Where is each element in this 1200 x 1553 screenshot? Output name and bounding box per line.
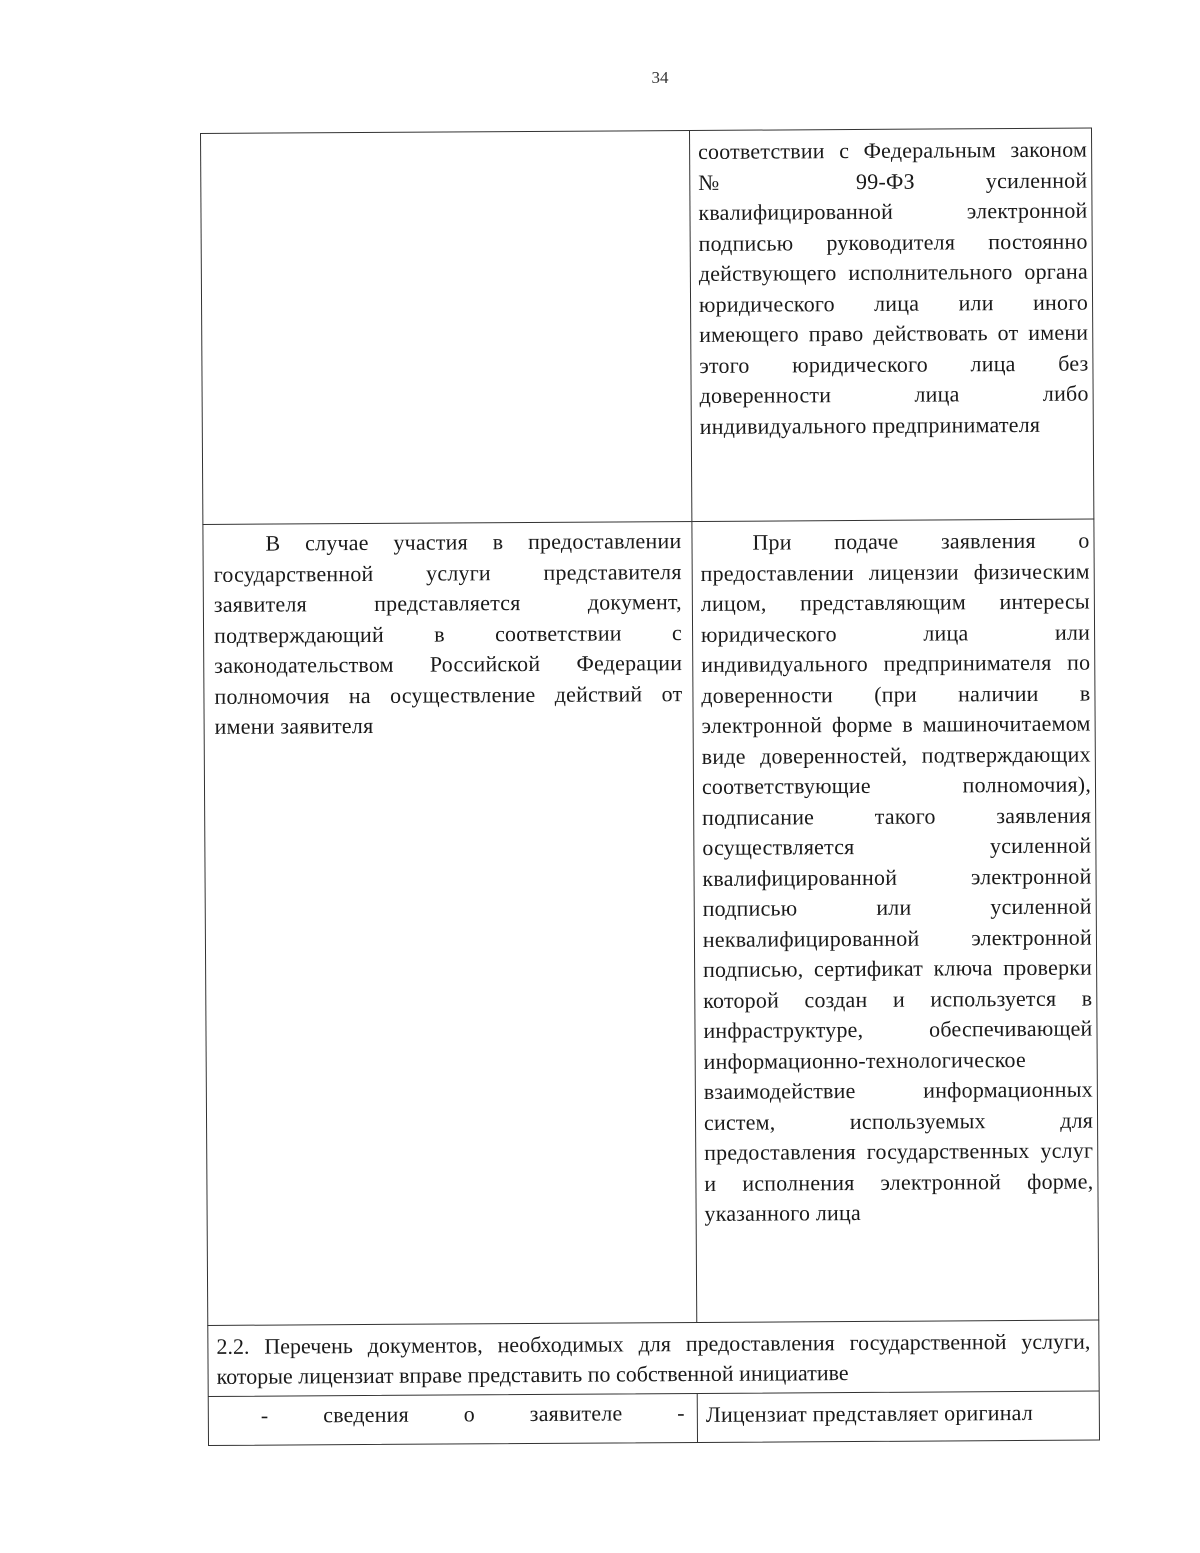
- section-heading: 2.2. Перечень документов, необходимых для предоставления государственной услуги, которые лицензиат вправе представить по собственной инициативе: [216, 1328, 1091, 1389]
- table-row: [208, 1391, 1100, 1446]
- table-row: [202, 519, 1099, 1325]
- document-table: [200, 128, 1100, 1446]
- page-number: 34: [651, 68, 669, 87]
- table-cell-left: - сведения о заявителе -: [209, 1394, 698, 1445]
- table-cell-right: При подаче заявления о предоставлении лицензии физическим лицом, представляющим интересы юридического лица или индивидуального предпринимателя по доверенности (при наличии в электронной форме в машиночитаемом виде доверенностей, подтверждающих соответствующие полномочия), подписание такого заявления осуществляется усиленной квалифицированной электронной подписью или усиленной неквалифицированной электронной подписью, сертификат ключа проверки которой создан и используется в инфраструктуре, обеспечивающей информационно-технологическое взаимодействие информационных систем, используемых для предоставления государственных услуг и исполнения электронной форме, указанного лица: [700, 527, 1094, 1226]
- table-cell-left: [201, 131, 692, 524]
- table-cell-right: Лицензиат представляет оригинал: [705, 1399, 1034, 1427]
- section-heading-row: [207, 1320, 1099, 1396]
- table-cell-left: В случае участия в предоставлении государственной услуги представителя заявителя представляется документ, подтверждающий в соответствии с законодательством Российской Федерации полномочия на осуществление действий от имени заявителя: [203, 522, 697, 1325]
- table-cell-right: соответствии с Федеральным законом № 99-ФЗ усиленной квалифицированной электронной подписью руководителя постоянно действующего исполнительного органа юридического лица или иного имеющего право действовать от имени этого юридического лица без доверенности лица либо индивидуального предпринимателя: [697, 136, 1089, 439]
- table-row: [200, 128, 1094, 524]
